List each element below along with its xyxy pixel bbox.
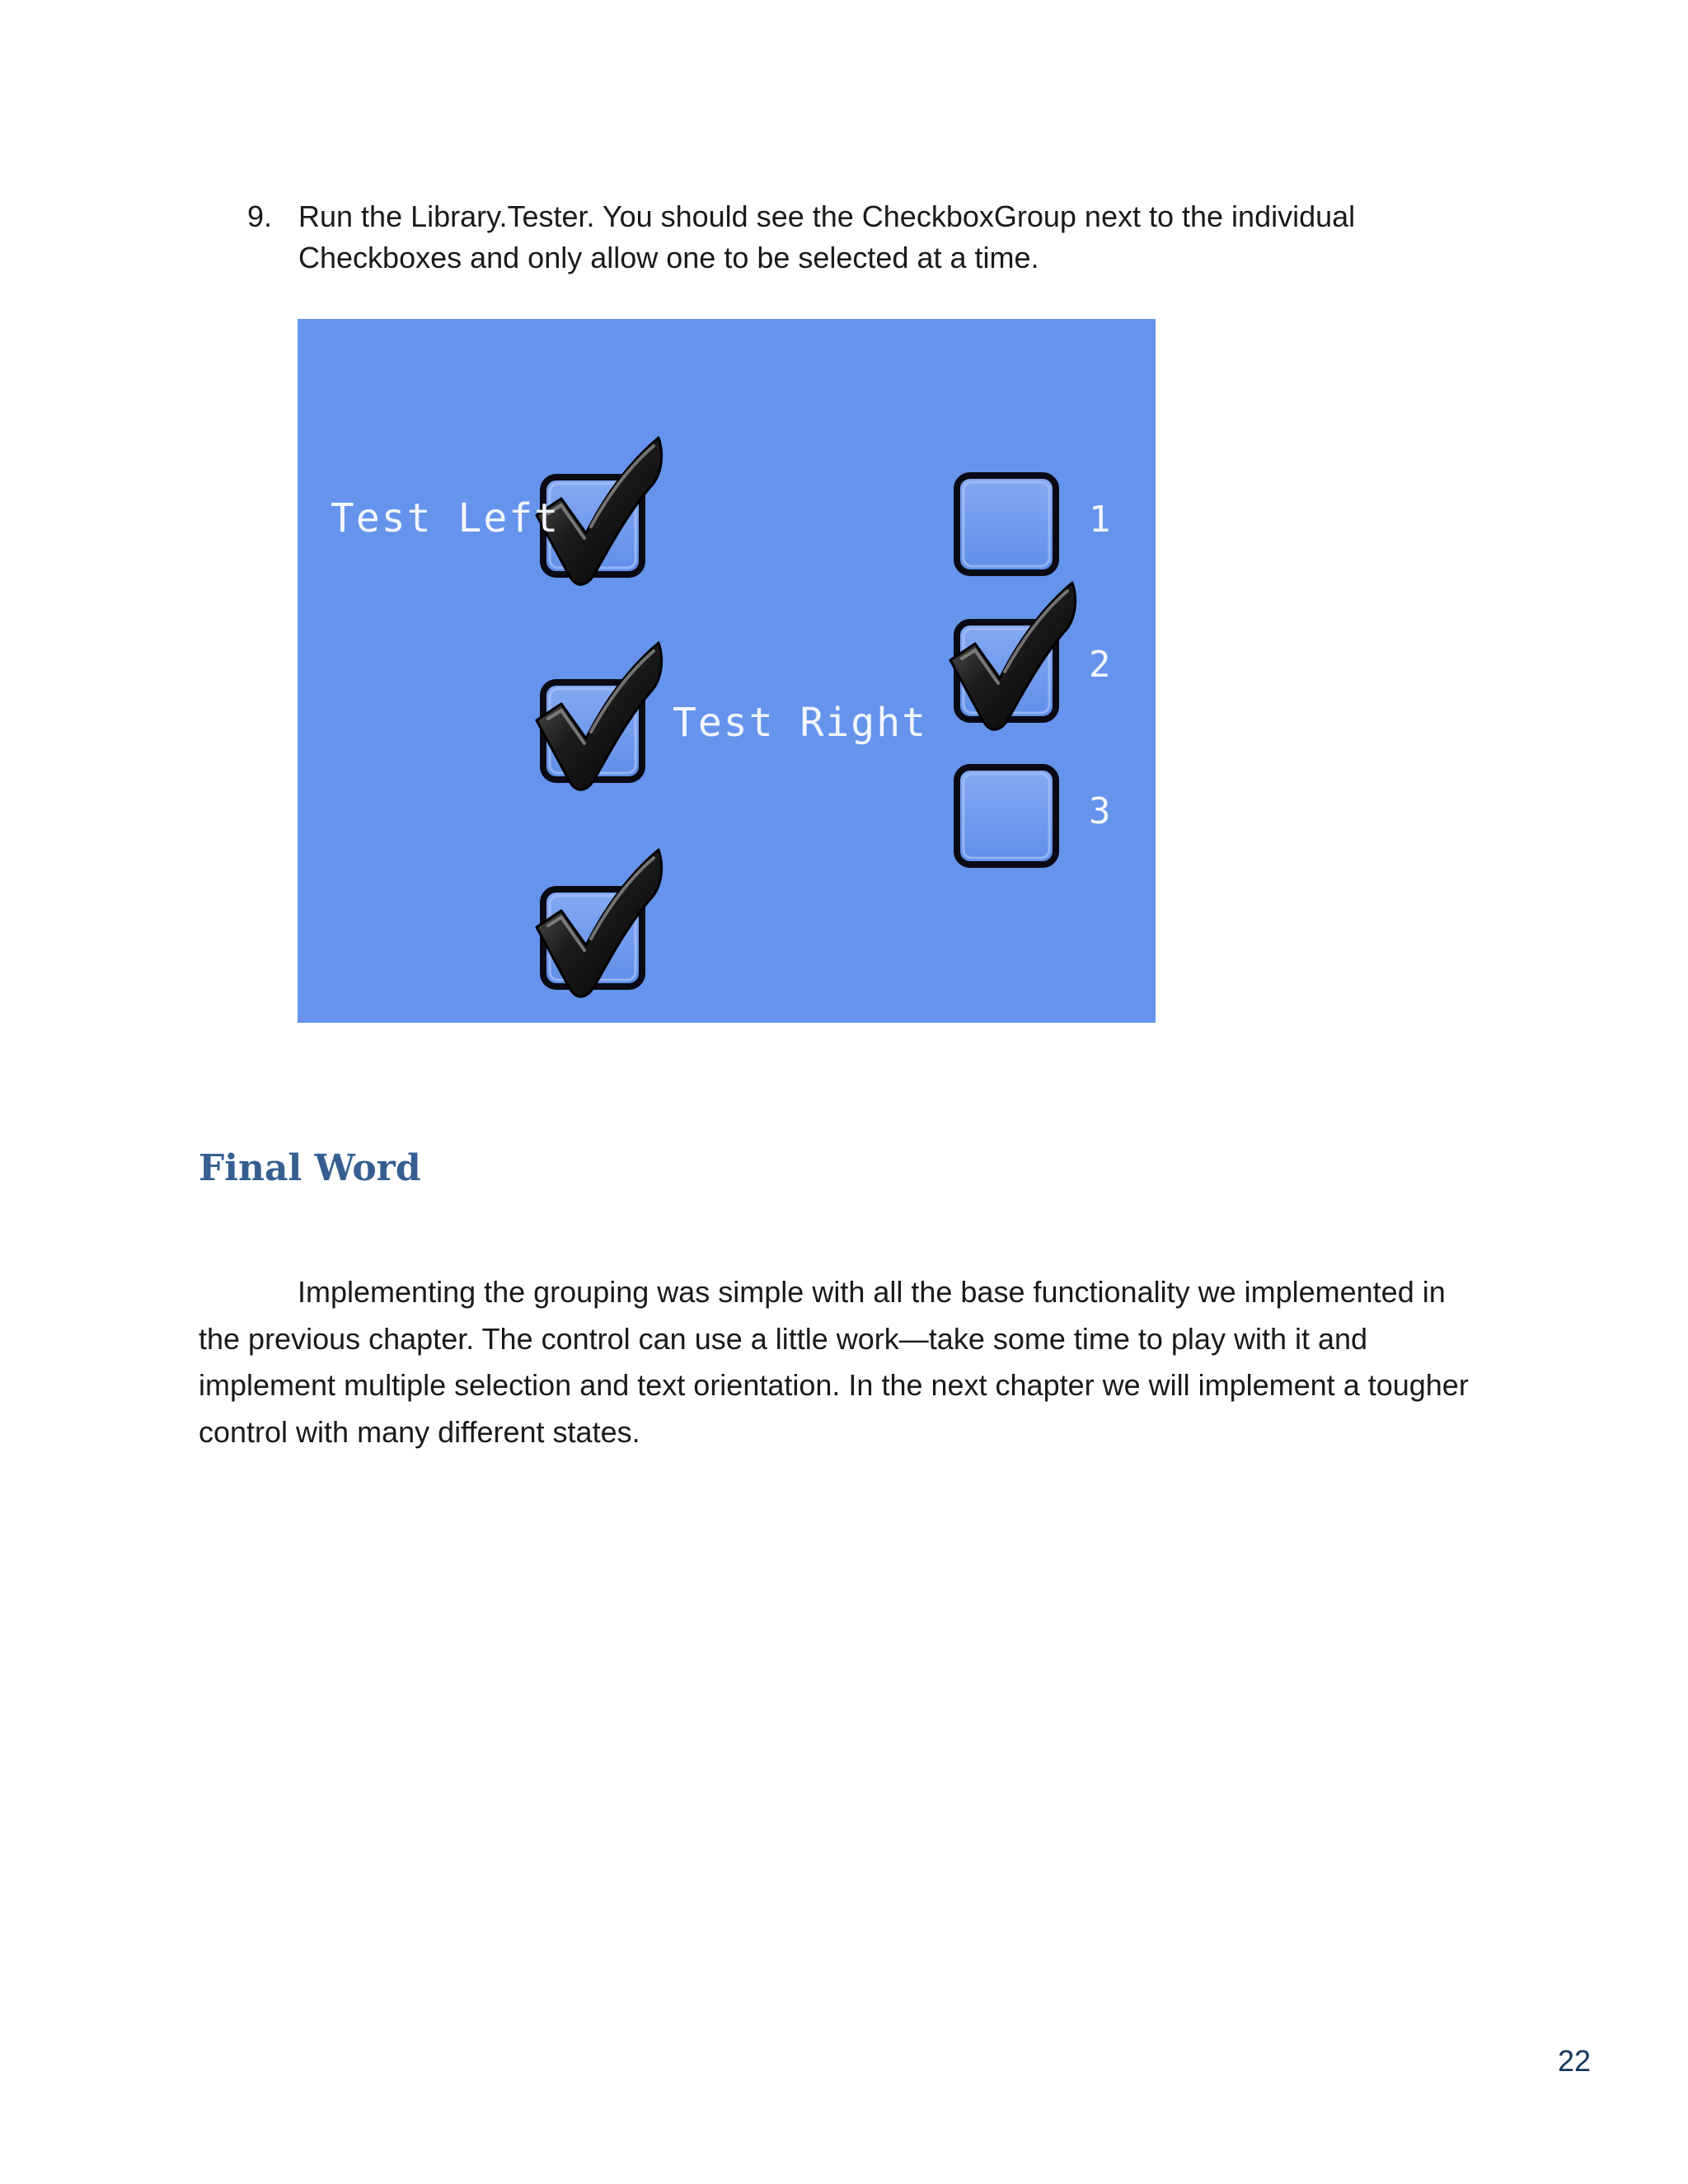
checkbox-canvas xyxy=(298,319,1156,1023)
label-test-left: Test Left xyxy=(331,495,560,541)
step-text: Run the Library.Tester. You should see the CheckboxGroup next to the individual Checkboxes and only allow one to be selected at a time. xyxy=(298,199,1356,274)
label-option-2: 2 xyxy=(1089,644,1111,686)
group-option-1[interactable] xyxy=(957,476,1056,573)
checkbox-unlabeled[interactable] xyxy=(537,850,662,996)
section-heading: Final Word xyxy=(199,1147,421,1189)
step-number: 9. xyxy=(247,199,273,233)
checkbox-test-right[interactable] xyxy=(537,643,662,790)
group-option-3[interactable] xyxy=(957,767,1056,865)
tester-screenshot xyxy=(298,319,1156,1023)
group-option-2[interactable] xyxy=(950,583,1076,729)
page-number: 22 xyxy=(1558,2044,1592,2078)
label-test-right: Test Right xyxy=(673,700,927,746)
body-paragraph: Implementing the grouping was simple with all the base functionality we implemented in the previous chapter. The control can use a little work—take some time to play with it and implement multiple selection and text orientation. In the next chapter we will implement a tougher control with many different states. xyxy=(199,1275,1469,1449)
label-option-1: 1 xyxy=(1089,499,1111,541)
label-option-3: 3 xyxy=(1089,790,1111,832)
